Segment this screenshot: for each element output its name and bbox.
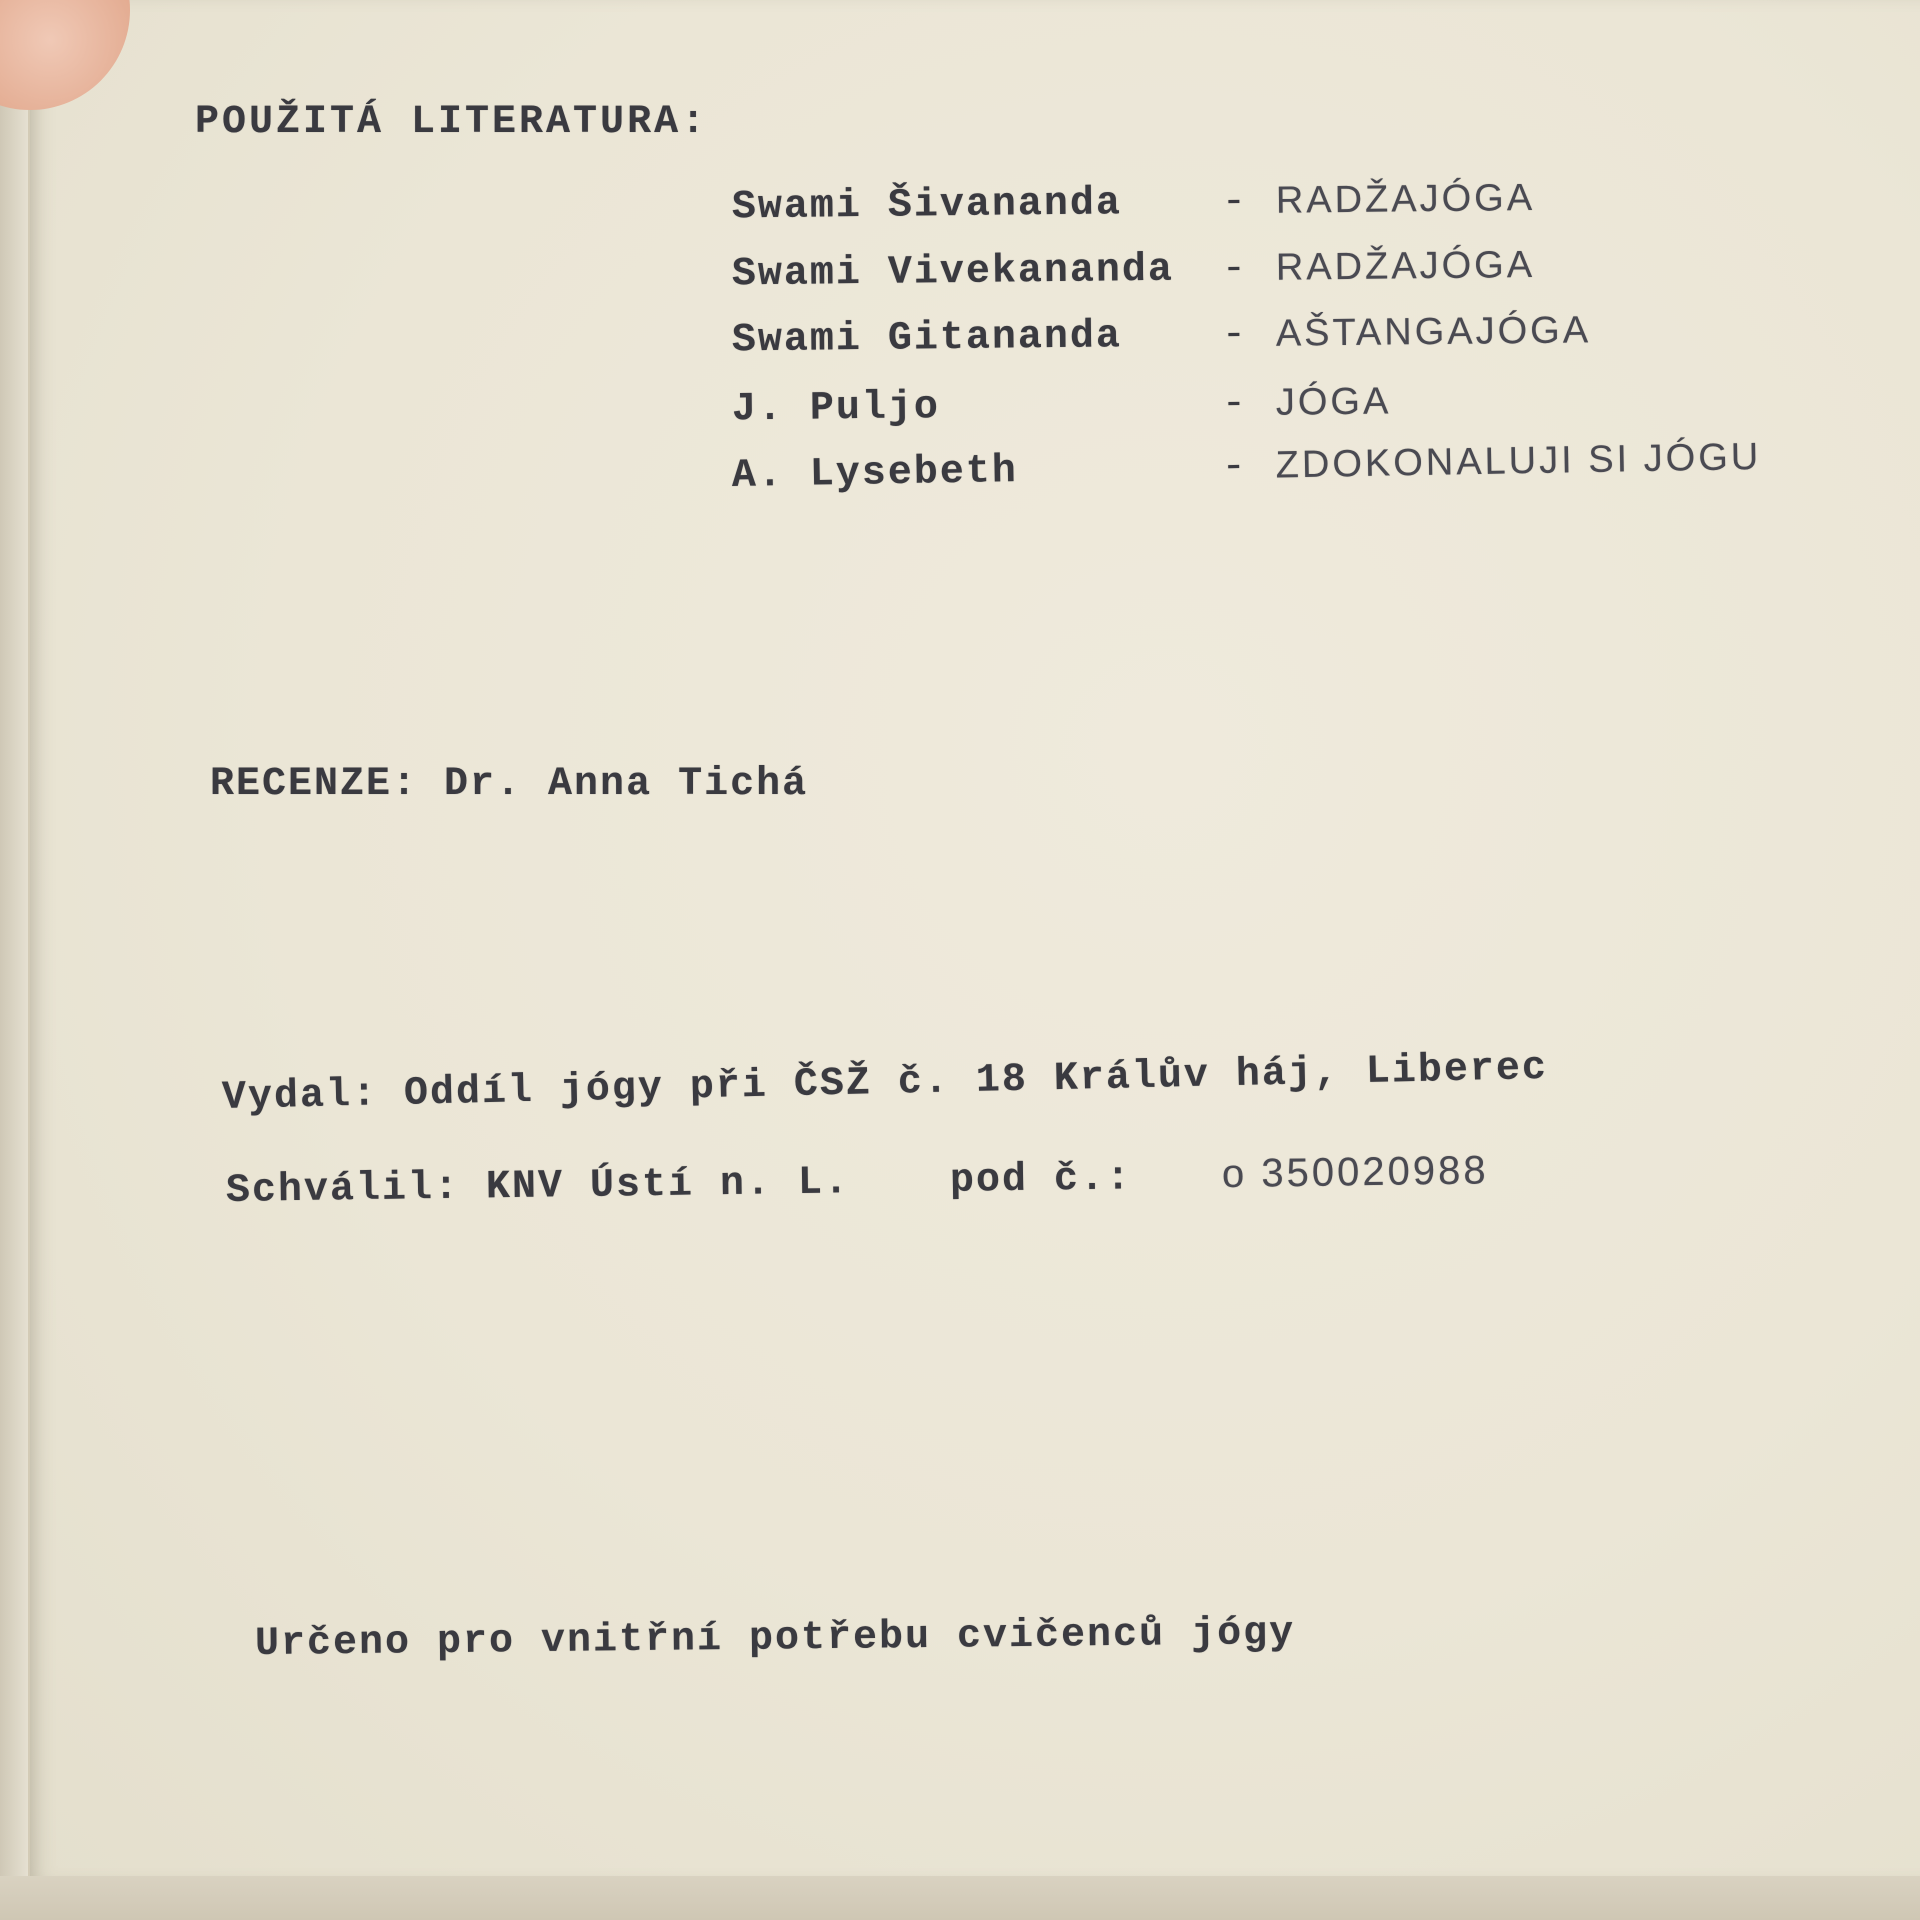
reference-dash: - xyxy=(1221,444,1249,491)
reference-title: RADŽAJÓGA xyxy=(1275,243,1536,289)
approval-label: Schválil: KNV Ústí n. L. xyxy=(225,1160,851,1214)
reference-author: Swami Gitananda xyxy=(731,314,1123,364)
reference-dash: - xyxy=(1221,246,1249,293)
reference-dash: - xyxy=(1221,381,1249,428)
reference-title: RADŽAJÓGA xyxy=(1275,176,1536,222)
approval-under-label: pod č.: xyxy=(949,1156,1133,1204)
literature-heading: POUŽITÁ LITERATURA: xyxy=(195,100,709,145)
approval-number: o 350020988 xyxy=(1221,1148,1489,1197)
reference-title: ZDOKONALUJI SI JÓGU xyxy=(1275,436,1762,487)
reference-author: Swami Vivekananda xyxy=(731,247,1175,298)
reference-title: AŠTANGAJÓGA xyxy=(1275,309,1592,355)
reference-dash: - xyxy=(1221,179,1249,226)
reference-dash: - xyxy=(1221,312,1249,359)
reference-title: JÓGA xyxy=(1275,380,1392,424)
intended-use-line: Určeno pro vnitřní potřebu cvičenců jógy xyxy=(254,1611,1296,1667)
reference-author: Swami Šivananda xyxy=(731,181,1123,231)
reference-author: A. Lysebeth xyxy=(731,448,1019,499)
page-bottom-edge xyxy=(0,1876,1920,1920)
publisher-line: Vydal: Oddíl jógy při ČSŽ č. 18 Králův háj, Liberec xyxy=(221,1045,1549,1121)
review-line: RECENZE: Dr. Anna Tichá xyxy=(210,762,809,807)
reference-author: J. Puljo xyxy=(731,385,941,433)
